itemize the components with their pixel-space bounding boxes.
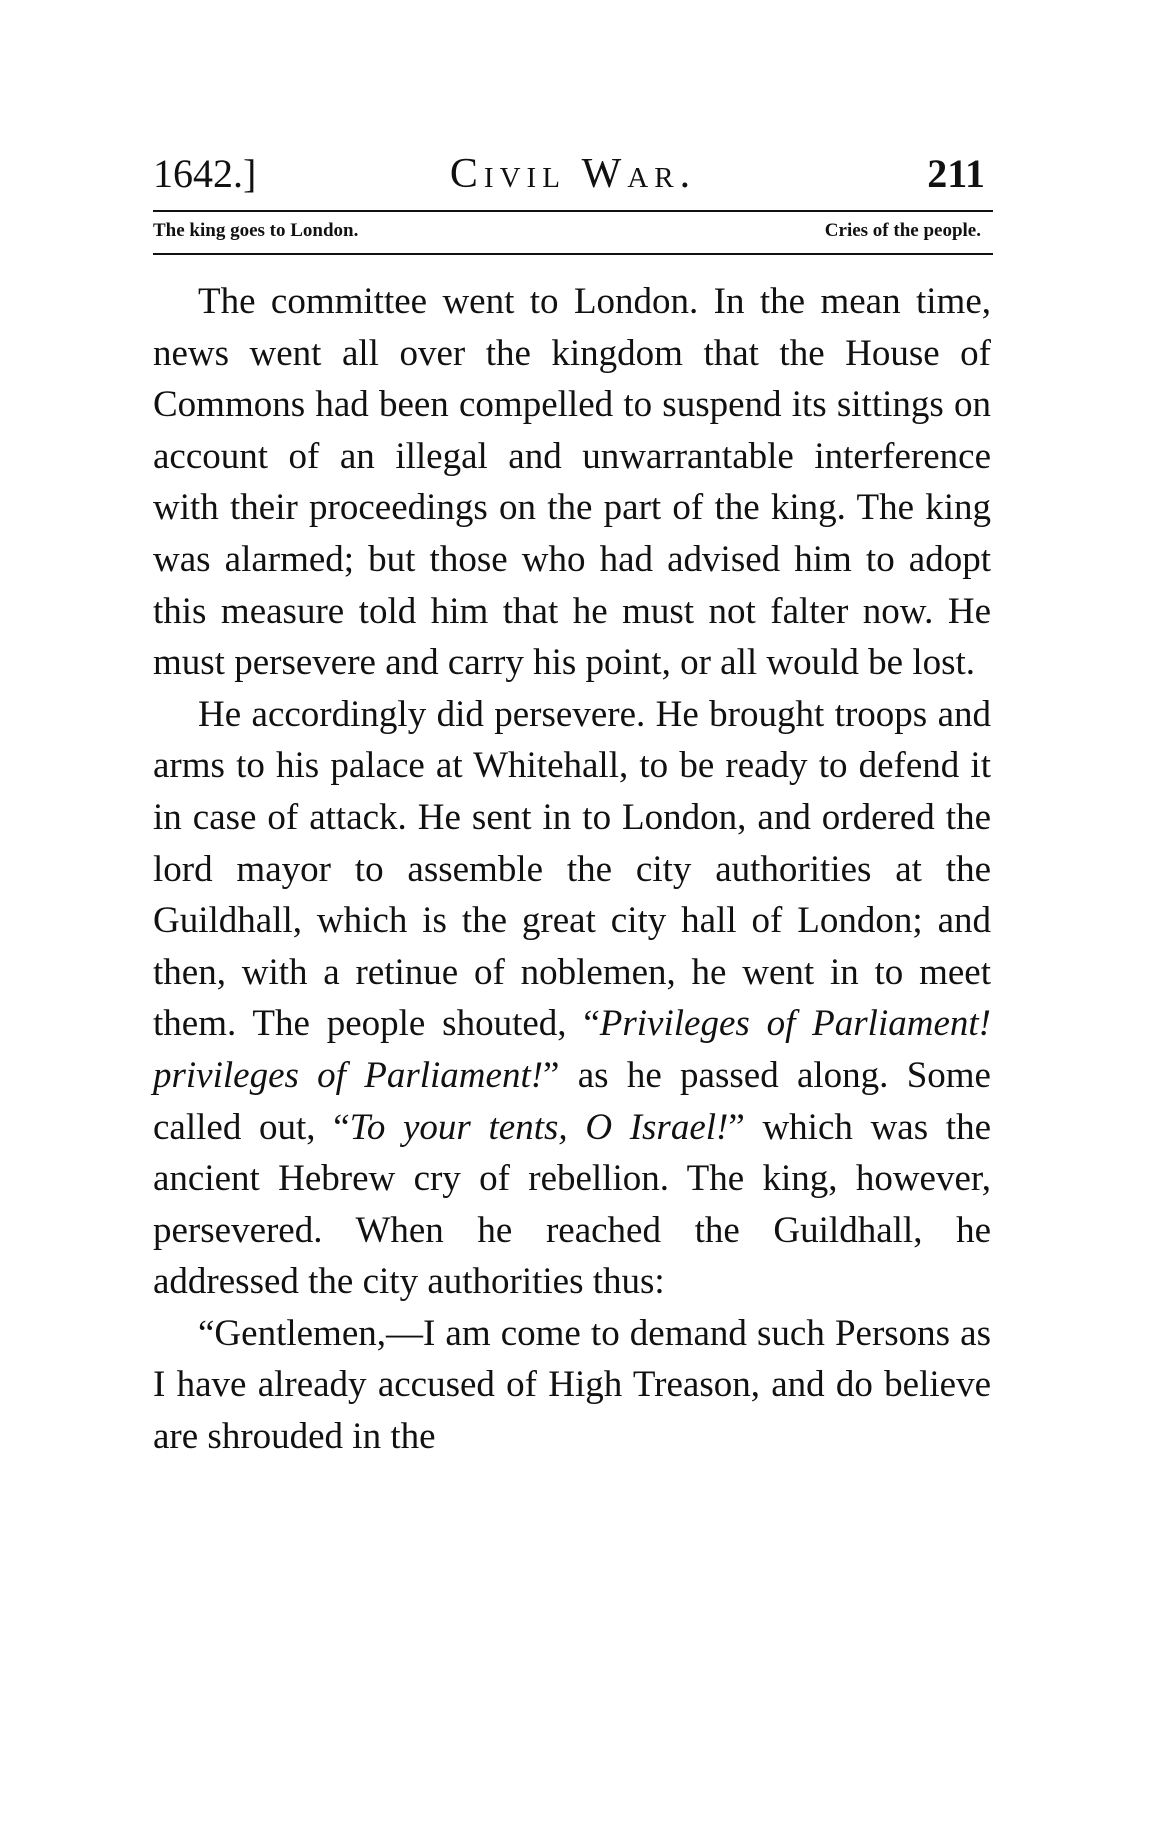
italic-text: To your tents, O Israel! [349, 1106, 729, 1148]
book-page [153, 150, 993, 1458]
text-run: ” as he passed along. Some called out, “ [153, 1054, 991, 1148]
italic-text: Privileges of Parliament! privileges of Parliament! [153, 1003, 991, 1096]
running-head [153, 150, 993, 198]
text-run: The committee went to London. In the mean time, news went all over the kingdom that the House of Commons had been compelled to suspend its sittings on account of an illegal and unwarrantable interference with their proceedings on the part of the king. The king was alarmed; but those who had advised him to adopt this measure told him that he must not falter now. He must persevere and carry his point, or all would be lost. [153, 281, 991, 684]
header-rule-top [153, 210, 993, 212]
header-rule-bottom [153, 253, 993, 255]
text-run: ” which was the ancient Hebrew cry of rebellion. The king, however, persevered. When he reached the Guildhall, he addressed the city authorities thus: [153, 1106, 991, 1303]
subhead-left: The king goes to London. [153, 220, 359, 241]
header-year: 1642.] [153, 151, 257, 196]
text-run: “Gentlemen,—I am come to demand such Persons as I have already accused of High Treason, and do believe are shrouded in the [153, 1312, 991, 1458]
body-text [153, 276, 991, 1463]
marginal-subheads [153, 220, 993, 244]
subhead-right: Cries of the people. [824, 220, 981, 241]
text-run: He accordingly did persevere. He brought troops and arms to his palace at Whitehall, to be ready to defend it in case of attack. He sent in to London, and ordered the lord mayor to assemble the city authorities at the Guildhall, which is the great city hall of London; and then, with a retinue of noblemen, he went in to meet them. The people shouted, “ [153, 693, 991, 1045]
paragraph [153, 1308, 991, 1463]
page-number: 211 [927, 151, 985, 196]
header-title: Civil War. [449, 151, 697, 197]
paragraph [153, 276, 991, 689]
paragraph [153, 689, 991, 1308]
